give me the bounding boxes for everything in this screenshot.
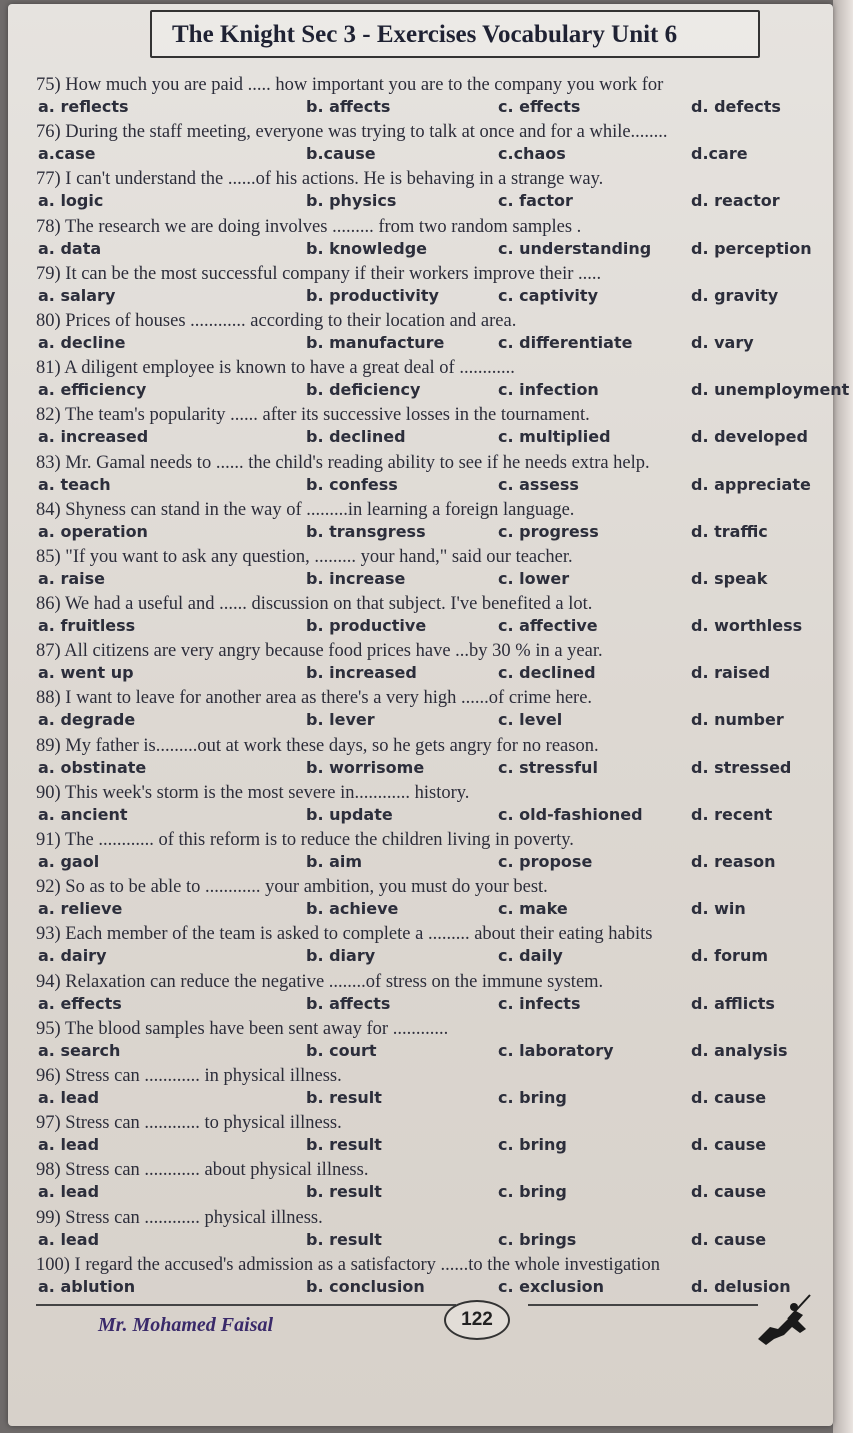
option-a: a. went up	[38, 663, 134, 683]
option-c: c. lower	[498, 568, 570, 588]
option-d: d. vary	[691, 332, 754, 352]
question-text: 91) The ............ of this reform is to reduce the children living in poverty.	[36, 830, 574, 850]
question-text: 88) I want to leave for another area as there's a very high ......of crime here.	[36, 688, 593, 709]
option-d: d. worthless	[691, 616, 803, 636]
question-text: 97) Stress can ............ to physical illness.	[36, 1113, 342, 1134]
option-a: a. ablution	[38, 1276, 136, 1296]
question-item	[36, 876, 826, 923]
author-name: Mr. Mohamed Faisal	[98, 1314, 274, 1336]
option-b: b. result	[306, 1087, 382, 1107]
question-item	[36, 782, 826, 829]
option-c: c. effects	[498, 97, 581, 116]
question-text: 84) Shyness can stand in the way of .........in learning a foreign language.	[36, 499, 575, 520]
question-item	[36, 499, 826, 546]
option-d: d. delusion	[691, 1276, 791, 1296]
question-item	[36, 263, 826, 310]
question-text: 77) I can't understand the ......of his actions. He is behaving in a strange way.	[36, 169, 604, 190]
option-d: d. reactor	[691, 191, 780, 211]
question-text: 78) The research we are doing involves ......... from two random samples .	[36, 216, 582, 237]
question-item	[36, 216, 826, 263]
question-item	[36, 1207, 826, 1254]
option-c: c. level	[498, 710, 563, 730]
question-text: 95) The blood samples have been sent away for ............	[36, 1018, 449, 1039]
option-b: b. manufacture	[306, 332, 445, 352]
document-page	[8, 4, 850, 1426]
option-a: a.case	[38, 144, 96, 164]
option-c: c. bring	[498, 1182, 567, 1202]
option-d: d. cause	[691, 1135, 767, 1155]
option-b: b. court	[306, 1040, 377, 1060]
option-b: b. affects	[306, 97, 391, 116]
option-c: c. declined	[498, 663, 596, 683]
option-d: d. forum	[691, 946, 769, 966]
footer-divider	[36, 1304, 456, 1306]
option-b: b. deficiency	[306, 380, 421, 400]
option-a: a. dairy	[38, 946, 107, 966]
option-a: a. lead	[38, 1135, 100, 1155]
option-b: b. knowledge	[306, 238, 427, 258]
question-item	[36, 971, 826, 1018]
option-c: c. stressful	[498, 757, 598, 777]
option-b: b. productivity	[306, 285, 439, 305]
option-c: c. assess	[498, 474, 579, 494]
option-c: c. understanding	[498, 238, 652, 258]
option-c: c. affective	[498, 616, 598, 636]
option-a: a. salary	[38, 285, 116, 305]
option-b: b. increased	[306, 663, 417, 683]
question-text: 94) Relaxation can reduce the negative ........of stress on the immune system.	[36, 971, 604, 992]
option-a: a. effects	[38, 993, 122, 1013]
option-d: d. analysis	[691, 1040, 788, 1060]
question-item	[36, 74, 826, 121]
option-a: a. teach	[38, 474, 111, 494]
option-c: c. differentiate	[498, 332, 633, 352]
option-d: d. cause	[691, 1087, 767, 1107]
option-b: b.cause	[306, 144, 376, 164]
option-c: c. captivity	[498, 285, 598, 305]
question-text: 93) Each member of the team is asked to complete a ......... about their eating habits	[36, 924, 653, 945]
question-item	[36, 829, 826, 876]
option-a: a. increased	[38, 427, 149, 447]
option-a: a. ancient	[38, 804, 128, 824]
question-item	[36, 1254, 826, 1301]
option-d: d. recent	[691, 804, 773, 824]
question-item	[36, 1159, 826, 1206]
option-d: d. win	[691, 899, 746, 919]
option-a: a. fruitless	[38, 616, 136, 636]
option-a: a. degrade	[38, 710, 136, 730]
option-b: b. diary	[306, 946, 376, 966]
question-item	[36, 923, 826, 970]
option-b: b. physics	[306, 191, 397, 211]
option-c: c. old-fashioned	[498, 804, 643, 824]
option-b: b. productive	[306, 616, 427, 636]
option-b: b. result	[306, 1182, 382, 1202]
option-a: a. relieve	[38, 899, 123, 919]
question-text: 85) "If you want to ask any question, ......... your hand," said our teacher.	[36, 546, 573, 567]
option-c: c. bring	[498, 1135, 567, 1155]
page-number: 122	[444, 1300, 510, 1340]
option-a: a. reflects	[38, 97, 129, 116]
option-b: b. aim	[306, 852, 363, 871]
question-text: 86) We had a useful and ...... discussion on that subject. I've benefited a lot.	[36, 594, 593, 615]
question-text: 81) A diligent employee is known to have a great deal of ............	[36, 358, 515, 379]
option-d: d. number	[691, 710, 784, 730]
option-d: d. developed	[691, 427, 808, 447]
question-item	[36, 452, 826, 499]
option-b: b. increase	[306, 568, 406, 588]
question-text: 79) It can be the most successful company if their workers improve their .....	[36, 263, 602, 284]
question-item	[36, 735, 826, 782]
option-b: b. transgress	[306, 521, 426, 541]
option-a: a. search	[38, 1040, 121, 1060]
question-text: 76) During the staff meeting, everyone was trying to talk at once and for a while........	[36, 122, 668, 143]
option-a: a. lead	[38, 1229, 100, 1249]
question-list	[36, 74, 850, 1301]
question-text: 98) Stress can ............ about physical illness.	[36, 1160, 369, 1181]
option-d: d. raised	[691, 663, 771, 683]
question-item	[36, 1018, 826, 1065]
option-b: b. update	[306, 804, 393, 824]
option-c: c. infection	[498, 380, 599, 400]
option-b: b. lever	[306, 710, 375, 730]
option-c: c. propose	[498, 852, 593, 871]
option-c: c.chaos	[498, 144, 566, 164]
page-title: The Knight Sec 3 - Exercises Vocabulary Unit 6	[150, 10, 760, 58]
option-a: a. raise	[38, 568, 105, 588]
option-b: b. conclusion	[306, 1276, 425, 1296]
knight-logo-icon	[748, 1289, 818, 1349]
option-c: c. progress	[498, 521, 599, 541]
option-d: d. perception	[691, 238, 812, 258]
option-d: d. reason	[691, 852, 776, 871]
option-b: b. confess	[306, 474, 398, 494]
question-item	[36, 310, 826, 357]
option-d: d. unemployment	[691, 380, 850, 400]
option-d: d. afflicts	[691, 993, 775, 1013]
option-a: a. decline	[38, 332, 126, 352]
question-text: 89) My father is.........out at work these days, so he gets angry for no reason.	[36, 735, 599, 756]
question-item	[36, 357, 850, 404]
option-b: b. result	[306, 1135, 382, 1155]
question-text: 75) How much you are paid ..... how important you are to the company you work for	[36, 75, 664, 95]
option-c: c. factor	[498, 191, 573, 211]
question-item	[36, 546, 826, 593]
question-item	[36, 593, 826, 640]
option-b: b. worrisome	[306, 757, 425, 777]
option-c: c. laboratory	[498, 1040, 614, 1060]
page-edge	[833, 0, 853, 1433]
option-d: d. cause	[691, 1229, 767, 1249]
question-item	[36, 121, 826, 168]
option-a: a. operation	[38, 521, 148, 541]
option-c: c. daily	[498, 946, 563, 966]
question-item	[36, 1065, 826, 1112]
question-item	[36, 168, 826, 215]
option-a: a. gaol	[38, 852, 100, 871]
option-b: b. achieve	[306, 899, 399, 919]
option-b: b. declined	[306, 427, 406, 447]
option-c: c. brings	[498, 1229, 577, 1249]
option-d: d. stressed	[691, 757, 792, 777]
question-text: 87) All citizens are very angry because food prices have ...by 30 % in a year.	[36, 641, 603, 662]
question-text: 96) Stress can ............ in physical illness.	[36, 1065, 342, 1086]
option-a: a. obstinate	[38, 757, 147, 777]
option-d: d. gravity	[691, 285, 779, 305]
question-text: 99) Stress can ............ physical illness.	[36, 1207, 323, 1228]
option-a: a. logic	[38, 191, 104, 211]
option-d: d. speak	[691, 568, 768, 588]
option-a: a. lead	[38, 1182, 100, 1202]
option-c: c. infects	[498, 993, 581, 1013]
option-a: a. efficiency	[38, 380, 147, 400]
question-item	[36, 404, 826, 451]
option-c: c. bring	[498, 1087, 567, 1107]
question-item	[36, 1112, 826, 1159]
question-text: 90) This week's storm is the most severe in............ history.	[36, 782, 470, 803]
option-b: b. affects	[306, 993, 391, 1013]
option-b: b. result	[306, 1229, 382, 1249]
option-d: d.care	[691, 144, 748, 164]
question-item	[36, 687, 826, 734]
question-text: 83) Mr. Gamal needs to ...... the child's reading ability to see if he needs extra help.	[36, 452, 650, 473]
footer-divider	[528, 1304, 758, 1306]
option-c: c. exclusion	[498, 1276, 605, 1296]
option-a: a. lead	[38, 1087, 100, 1107]
question-text: 82) The team's popularity ...... after its successive losses in the tournament.	[36, 405, 590, 426]
option-a: a. data	[38, 238, 102, 258]
question-item	[36, 640, 826, 687]
option-d: d. appreciate	[691, 474, 811, 494]
option-d: d. defects	[691, 97, 781, 116]
option-c: c. make	[498, 899, 568, 919]
option-d: d. cause	[691, 1182, 767, 1202]
question-text: 100) I regard the accused's admission as a satisfactory ......to the whole investigation	[36, 1254, 660, 1275]
question-text: 92) So as to be able to ............ your ambition, you must do your best.	[36, 877, 548, 898]
question-text: 80) Prices of houses ............ according to their location and area.	[36, 310, 517, 331]
option-d: d. traffic	[691, 521, 768, 541]
option-c: c. multiplied	[498, 427, 611, 447]
